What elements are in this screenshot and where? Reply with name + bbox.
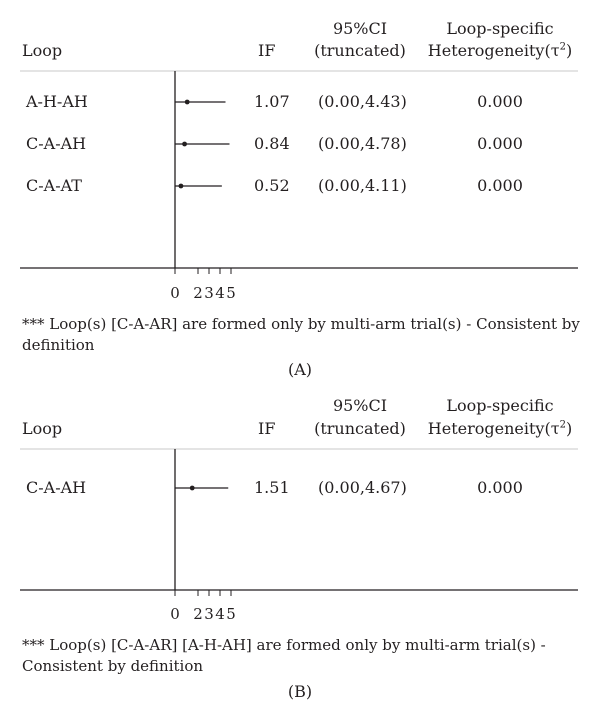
row-ci: (0.00,4.43) (318, 92, 407, 111)
footnote: *** Loop(s) [C-A-AR] [A-H-AH] are formed only by multi-arm trial(s) - Consistent by definition (22, 636, 546, 675)
row-loop: A-H-AH (26, 92, 88, 111)
row-if: 0.52 (254, 176, 290, 195)
panel-label: (B) (287, 682, 313, 701)
x-tick-label: 0 (170, 284, 180, 302)
header-if: IF (258, 419, 276, 438)
x-tick-label: 4 (215, 605, 225, 623)
row-loop: C-A-AT (26, 176, 82, 195)
header-loop: Loop (22, 419, 63, 438)
row-het: 0.000 (477, 92, 523, 111)
row-het: 0.000 (477, 176, 523, 195)
header-ci-line1: 95%CI (332, 396, 388, 415)
row-if: 0.84 (254, 134, 290, 153)
x-tick-label: 5 (226, 284, 236, 302)
row-loop: C-A-AH (26, 134, 87, 153)
header-ci-line2: (truncated) (314, 419, 406, 438)
header-if: IF (258, 41, 276, 60)
row-ci: (0.00,4.78) (318, 134, 407, 153)
x-tick-label: 4 (215, 284, 225, 302)
row-het: 0.000 (477, 478, 523, 497)
row-ci: (0.00,4.67) (318, 478, 407, 497)
point-estimate (190, 486, 195, 491)
header-het-close: ) (565, 419, 573, 438)
header-loop: Loop (22, 41, 63, 60)
header-het-line1: Loop-specific (446, 19, 554, 38)
row-if: 1.51 (254, 478, 290, 497)
x-tick-label: 2 (193, 605, 203, 623)
x-tick-label: 0 (170, 605, 180, 623)
header-het-line1: Loop-specific (446, 396, 554, 415)
row-het: 0.000 (477, 134, 523, 153)
x-tick-label: 3 (204, 605, 214, 623)
row-loop: C-A-AH (26, 478, 87, 497)
point-estimate (185, 100, 190, 105)
footnote: *** Loop(s) [C-A-AR] are formed only by multi-arm trial(s) - Consistent by definition (22, 315, 580, 354)
x-tick-label: 3 (204, 284, 214, 302)
point-estimate (182, 142, 187, 147)
x-tick-label: 5 (226, 605, 236, 623)
header-ci-line2: (truncated) (314, 41, 406, 60)
header-ci-line1: 95%CI (332, 19, 388, 38)
header-het-base: Heterogeneity(τ (427, 41, 560, 60)
row-if: 1.07 (254, 92, 290, 111)
x-tick-label: 2 (193, 284, 203, 302)
header-het-close: ) (565, 41, 573, 60)
header-het-sup: 2 (559, 419, 566, 431)
header-het-base: Heterogeneity(τ (427, 419, 560, 438)
header-het-sup: 2 (559, 41, 566, 53)
point-estimate (179, 184, 184, 189)
row-ci: (0.00,4.11) (318, 176, 407, 195)
panel-label: (A) (287, 360, 313, 379)
